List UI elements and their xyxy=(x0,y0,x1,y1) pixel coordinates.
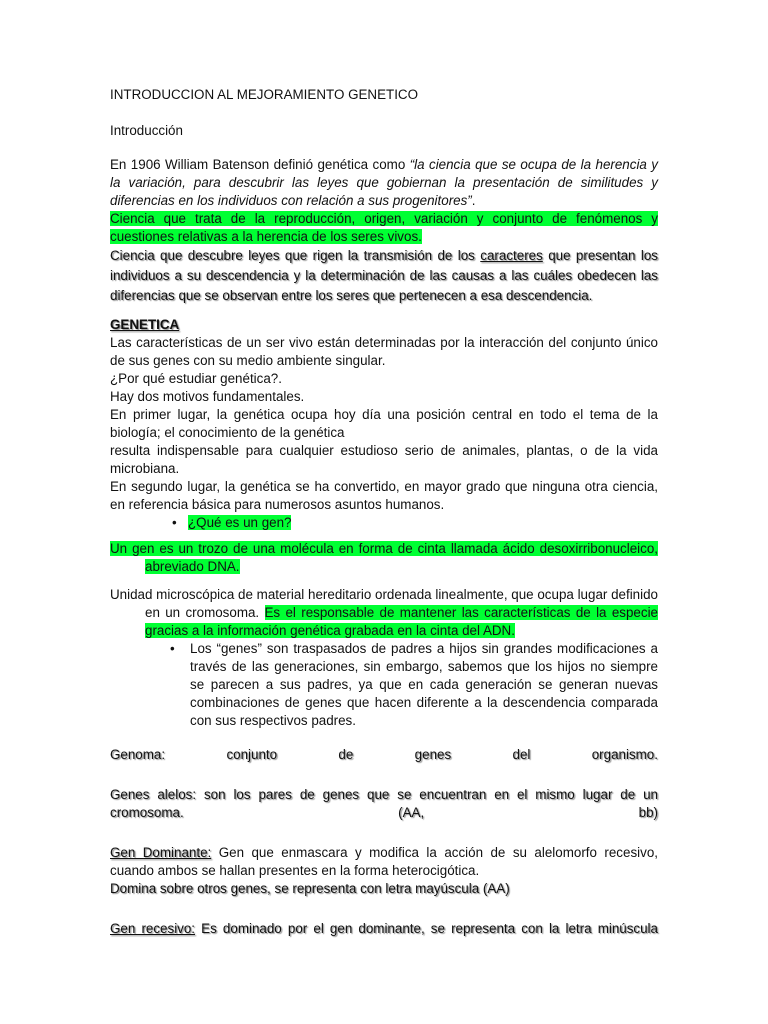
paragraph-unidad-lead: Unidad microscópica de material hereditario ordenada linealmente, que ocupa lugar definido en un cromosoma. xyxy=(110,587,658,620)
paragraph-leyes-lead: Ciencia que descubre leyes que rigen la transmisión de los xyxy=(110,248,481,263)
paragraph-ciencia-reproduccion xyxy=(110,210,658,246)
paragraph-caracteristicas: Las características de un ser vivo están determinadas por la interacción del conjunto único de sus genes con su medio ambiente singular. xyxy=(110,335,658,368)
paragraph-batenson-end: . xyxy=(471,193,476,208)
genoma-definition xyxy=(110,746,658,764)
recesivo-text: Es dominado por el gen dominante, se representa con la letra minúscula xyxy=(195,921,658,936)
paragraph-batenson xyxy=(110,156,658,210)
alelos-definition-line1: Genes alelos: son los pares de genes que se encuentran en el mismo lugar de un xyxy=(110,787,658,802)
paragraph-leyes-rest: que presentan los individuos a su descendencia y la determinación de las causas a las cuáles obedecen las diferencias que se observan entre los seres que pertenecen a esa descendencia xyxy=(110,248,658,303)
paragraph-ciencia-leyes xyxy=(110,246,658,306)
alelos-word: bb) xyxy=(638,805,658,820)
genoma-word: de xyxy=(338,747,354,762)
highlighted-responsable: Es el responsable de mantener las características de la especie gracias a la información genética grabada en la cinta del ADN. xyxy=(145,605,658,638)
recesivo-label: Gen recesivo: xyxy=(110,921,196,936)
document-title: INTRODUCCION AL MEJORAMIENTO GENETICO xyxy=(110,87,419,102)
genetica-heading: GENETICA xyxy=(110,317,180,332)
alelos-definition-line2 xyxy=(110,804,658,822)
genoma-word: Genoma: xyxy=(110,747,166,762)
highlighted-gen-definition: Un gen es un trozo de una molécula en forma de cinta llamada ácido desoxirribonucleico, abreviado DNA. xyxy=(110,541,658,574)
paragraph-por-que: ¿Por qué estudiar genética?. xyxy=(110,371,282,386)
paragraph-leyes-end: . xyxy=(588,288,593,303)
dominante-text: Gen que enmascara y modifica la acción de su alelomorfo recesivo, cuando ambos se hallan presentes en la forma heterocigótica. xyxy=(110,845,658,878)
dominante-line2: Domina sobre otros genes, se representa con letra mayúscula (AA) xyxy=(110,881,510,896)
paragraph-batenson-lead: En 1906 William Batenson definió genética como xyxy=(110,157,410,172)
alelos-word: (AA, xyxy=(398,805,425,820)
paragraph-un-gen xyxy=(110,540,658,576)
bullet-icon: • xyxy=(170,641,175,656)
dominante-definition xyxy=(110,844,658,880)
genoma-word: conjunto xyxy=(226,747,278,762)
intro-heading: Introducción xyxy=(110,123,183,138)
bullet-genes-text: Los “genes” son traspasados de padres a hijos sin grandes modificaciones a través de las generaciones, sin embargo, sabemos que los hijos no siempre se parecen a sus padres, ya que en cada generación se generan nuevas combinaciones de genes que hacen diferente a la descendencia comparada con sus respectivos padres. xyxy=(190,641,658,728)
caracteres-link[interactable]: caracteres xyxy=(480,248,543,263)
alelos-word: cromosoma. xyxy=(110,805,184,820)
bullet-icon: • xyxy=(172,515,177,530)
genoma-word: del xyxy=(512,747,531,762)
paragraph-indispensable: resulta indispensable para cualquier estudioso serio de animales, plantas, o de la vida microbiana. xyxy=(110,443,658,476)
highlighted-definition: Ciencia que trata de la reproducción, origen, variación y conjunto de fenómenos y cuestiones relativas a la herencia de los seres vivos. xyxy=(110,211,658,244)
list-item-genes xyxy=(110,640,658,730)
batenson-quote: “la ciencia que se ocupa de la herencia y la variación, para descubrir las leyes que gobiernan la presentación de similitudes y diferencias en los individuos con relación a sus progenitores” xyxy=(110,157,658,208)
paragraph-segundo-lugar: En segundo lugar, la genética se ha convertido, en mayor grado que ninguna otra ciencia, en referencia básica para numerosos asuntos humanos. xyxy=(110,479,658,512)
genoma-word: organismo. xyxy=(591,747,658,762)
recesivo-definition xyxy=(110,920,658,938)
document-body xyxy=(110,86,658,938)
bullet-que-es-gen-text: ¿Qué es un gen? xyxy=(188,515,292,530)
genoma-word: genes xyxy=(414,747,452,762)
paragraph-primer-lugar: En primer lugar, la genética ocupa hoy día una posición central en todo el tema de la biología; el conocimiento de la genética xyxy=(110,407,658,440)
dominante-label: Gen Dominante: xyxy=(110,845,212,860)
paragraph-motivos: Hay dos motivos fundamentales. xyxy=(110,389,305,404)
list-item-que-es-gen xyxy=(110,514,658,532)
paragraph-unidad xyxy=(110,586,658,640)
